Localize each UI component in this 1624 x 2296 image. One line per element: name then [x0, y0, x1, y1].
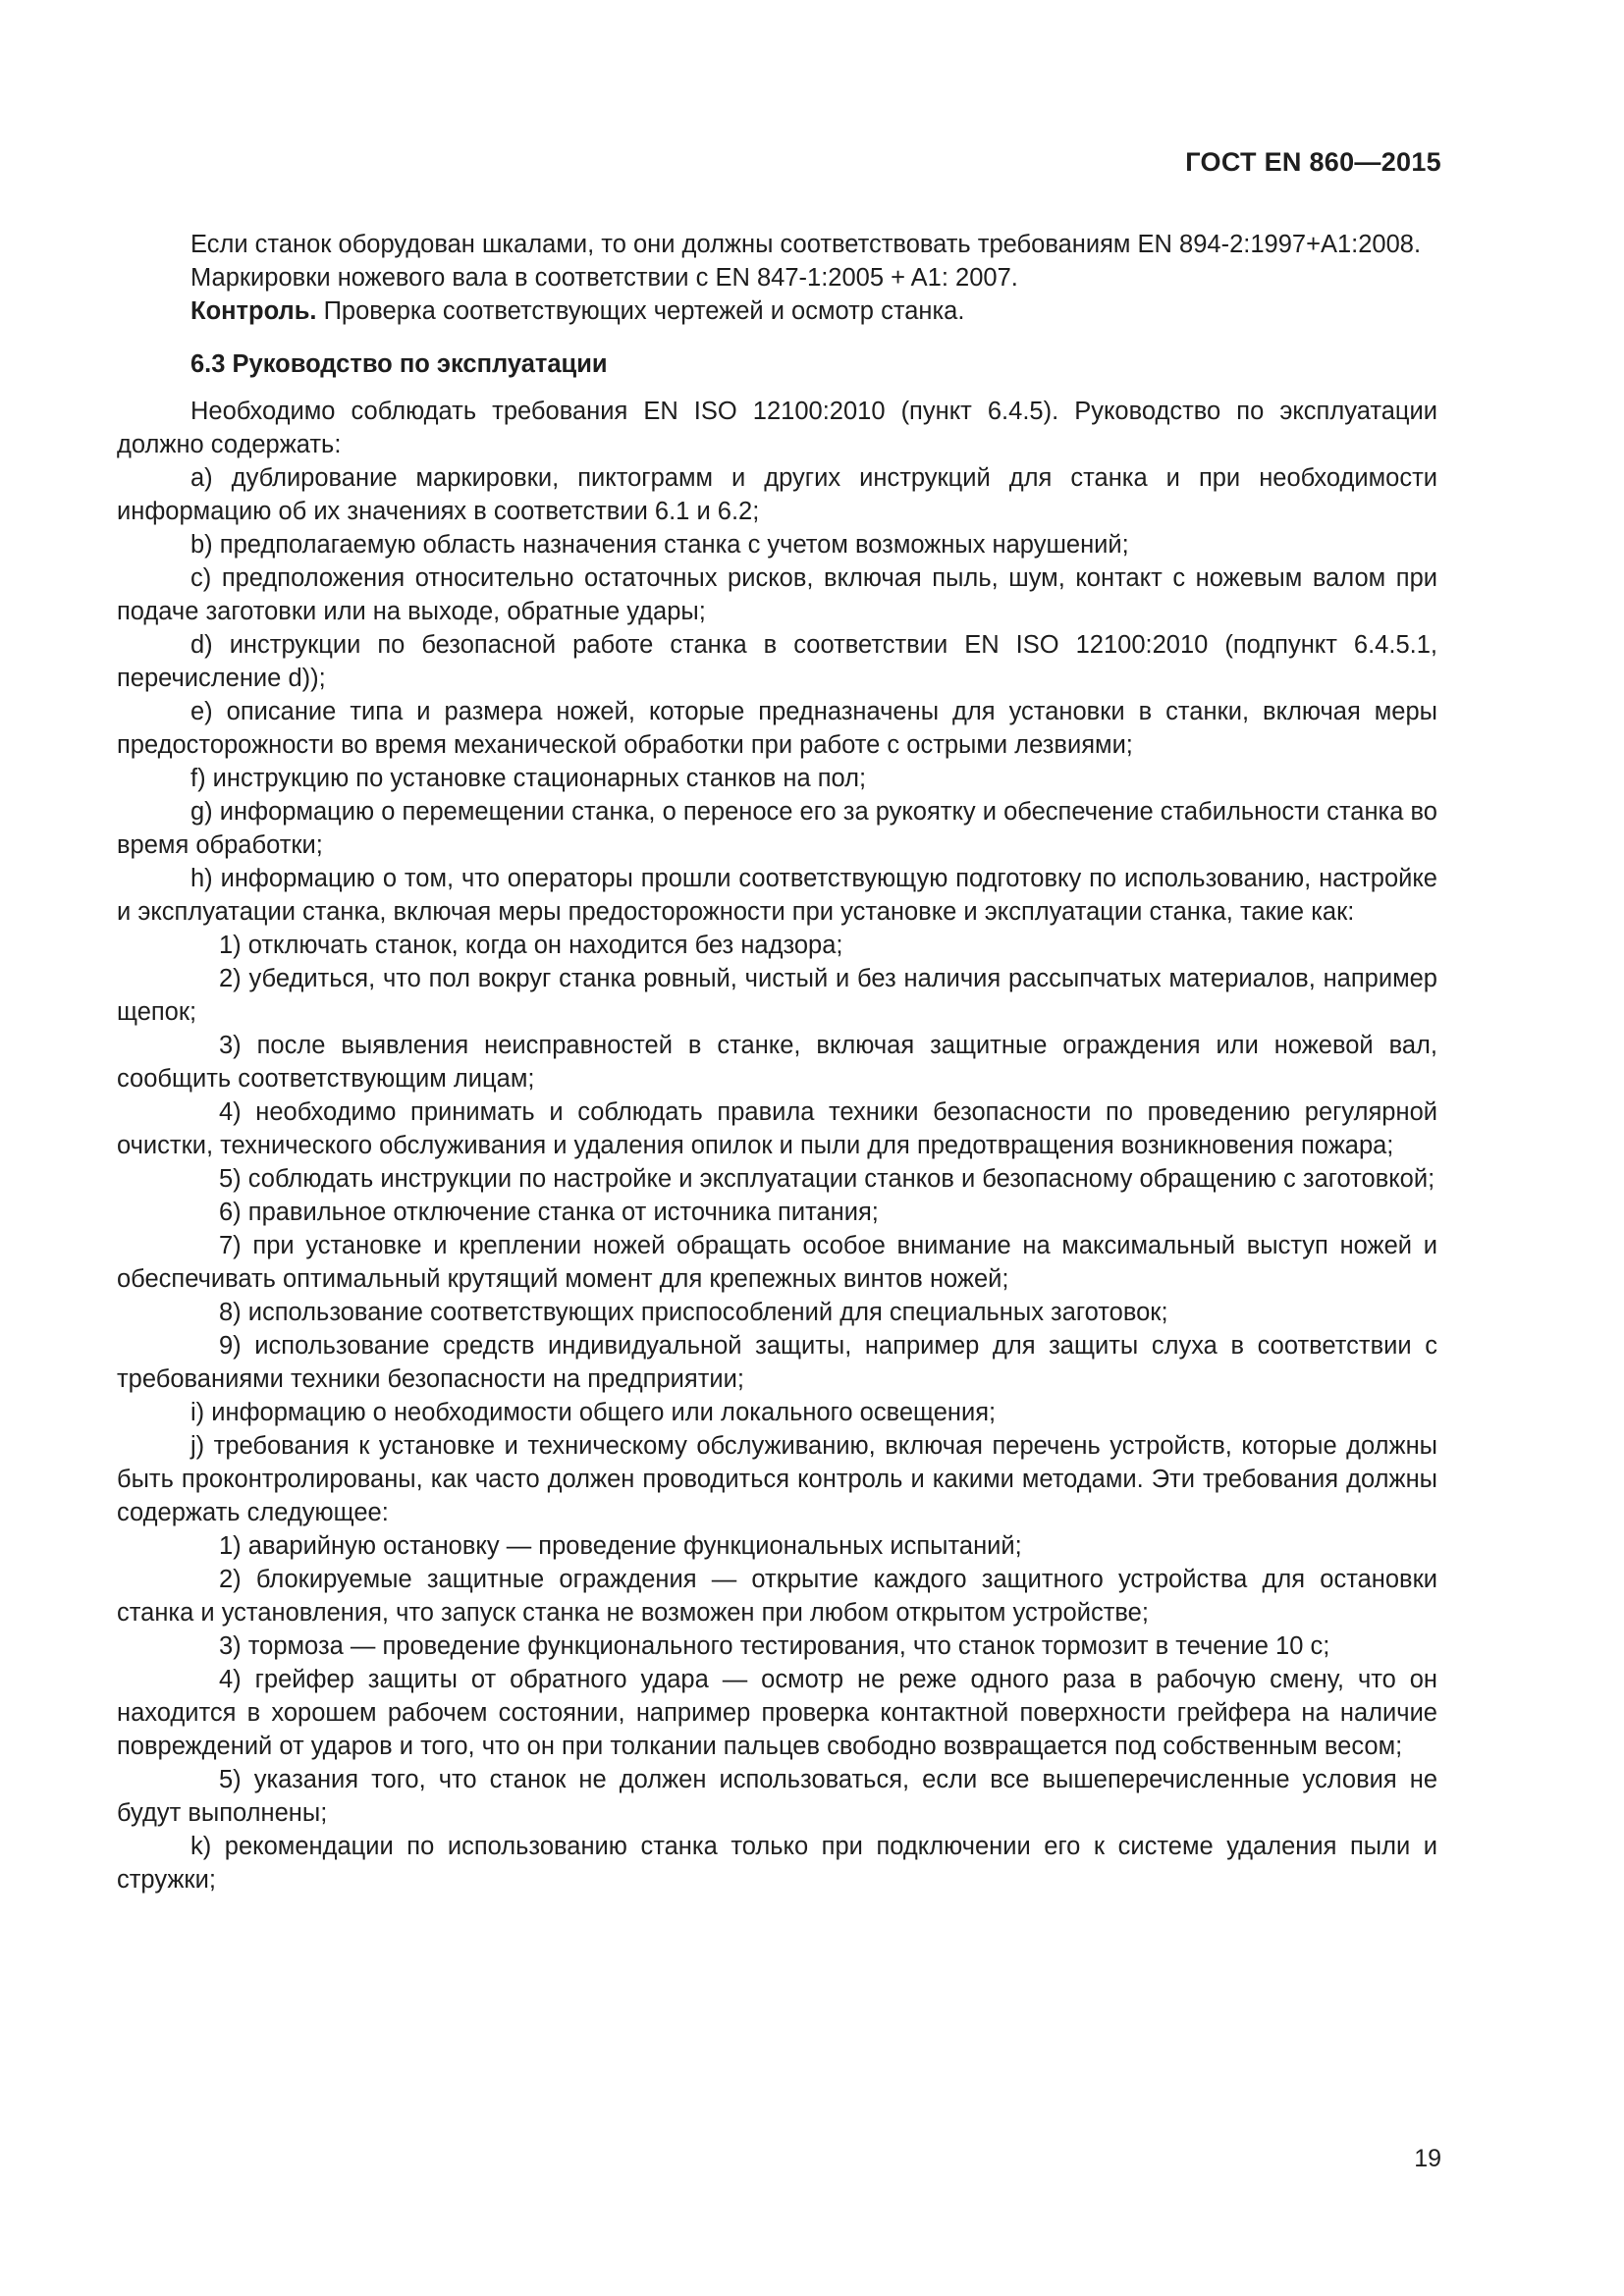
- control-label: Контроль.: [190, 297, 317, 325]
- paragraph: Маркировки ножевого вала в соответствии с EN 847-1:2005 + A1: 2007.: [190, 264, 1018, 292]
- list-subitem: 5) соблюдать инструкции по настройке и эксплуатации станков и безопасному обращению с заготовкой;: [219, 1165, 1435, 1193]
- paragraph: e) описание типа и размера ножей, которые предназначены для установки в станки, включая меры предосторожности во время механической обработки при работе с острыми лезвиями;: [117, 698, 1437, 759]
- page-number: 19: [1414, 2145, 1441, 2172]
- list-subitem: 1) отключать станок, когда он находится без надзора;: [219, 932, 843, 959]
- list-subitem: 3) после выявления неисправностей в станке, включая защитные ограждения или ножевой вал, сообщить соответствующим лицам;: [117, 1032, 1437, 1093]
- list-subitem: 2) убедиться, что пол вокруг станка ровный, чистый и без наличия рассыпчатых материалов, например щепок;: [117, 965, 1437, 1026]
- list-subitem: 3) тормоза — проведение функционального тестирования, что станок тормозит в течение 10 с;: [219, 1632, 1330, 1660]
- paragraph: [117, 294, 1437, 328]
- paragraph: k) рекомендации по использованию станка только при подключении его к системе удаления пыли и стружки;: [117, 1833, 1437, 1894]
- list-subitem: 8) использование соответствующих приспособлений для специальных заготовок;: [219, 1299, 1168, 1326]
- list-subitem: 4) грейфер защиты от обратного удара — осмотр не реже одного раза в рабочую смену, что он находится в хорошем рабочем состоянии, например проверка контактной поверхности грейфера на наличие повреждений от ударов и того, что он при толкании пальцев свободно возвращается под собственным весом;: [117, 1666, 1437, 1760]
- list-subitem: 5) указания того, что станок не должен использоваться, если все вышеперечисленные условия не будут выполнены;: [117, 1766, 1437, 1827]
- paragraph: h) информацию о том, что операторы прошли соответствующую подготовку по использованию, настройке и эксплуатации станка, включая меры предосторожности при установке и эксплуатации станка, такие как:: [117, 865, 1437, 926]
- paragraph: d) инструкции по безопасной работе станка в соответствии EN ISO 12100:2010 (подпункт 6.4.5.1, перечисление d));: [117, 631, 1437, 692]
- list-subitem: 1) аварийную остановку — проведение функциональных испытаний;: [219, 1532, 1022, 1560]
- list-subitem: 6) правильное отключение станка от источника питания;: [219, 1199, 879, 1226]
- list-subitem: 2) блокируемые защитные ограждения — открытие каждого защитного устройства для остановки станка и установления, что запуск станка не возможен при любом открытом устройстве;: [117, 1566, 1437, 1627]
- paragraph: c) предположения относительно остаточных рисков, включая пыль, шум, контакт с ножевым валом при подаче заготовки или на выходе, обратные удары;: [117, 564, 1437, 625]
- paragraph: j) требования к установке и техническому обслуживанию, включая перечень устройств, которые должны быть проконтролированы, как часто должен проводиться контроль и какими методами. Эти требования должны содержать следующее:: [117, 1432, 1437, 1526]
- paragraph: Если станок оборудован шкалами, то они должны соответствовать требованиям EN 894-2:1997+A1:2008.: [190, 231, 1422, 258]
- paragraph: i) информацию о необходимости общего или локального освещения;: [190, 1399, 997, 1426]
- paragraph: g) информацию о перемещении станка, о переносе его за рукоятку и обеспечение стабильности станка во время обработки;: [117, 798, 1437, 859]
- section-heading: 6.3 Руководство по эксплуатации: [190, 350, 608, 378]
- document-body: [117, 228, 1437, 1896]
- paragraph: b) предполагаемую область назначения станка с учетом возможных нарушений;: [190, 531, 1129, 559]
- paragraph: a) дублирование маркировки, пиктограмм и других инструкций для станка и при необходимости информацию об их значениях в соответствии 6.1 и 6.2;: [117, 464, 1437, 525]
- document-header: ГОСТ EN 860—2015: [1185, 147, 1441, 177]
- paragraph-text: Проверка соответствующих чертежей и осмотр станка.: [316, 297, 965, 325]
- paragraph: f) инструкцию по установке стационарных станков на пол;: [190, 765, 867, 792]
- paragraph: Необходимо соблюдать требования EN ISO 12100:2010 (пункт 6.4.5). Руководство по эксплуатации должно содержать:: [117, 398, 1437, 458]
- list-subitem: 4) необходимо принимать и соблюдать правила техники безопасности по проведению регулярной очистки, технического обслуживания и удаления опилок и пыли для предотвращения возникновения пожара;: [117, 1098, 1437, 1159]
- list-subitem: 9) использование средств индивидуальной защиты, например для защиты слуха в соответствии с требованиями техники безопасности на предприятии;: [117, 1332, 1437, 1393]
- list-subitem: 7) при установке и креплении ножей обращать особое внимание на максимальный выступ ножей и обеспечивать оптимальный крутящий момент для крепежных винтов ножей;: [117, 1232, 1437, 1293]
